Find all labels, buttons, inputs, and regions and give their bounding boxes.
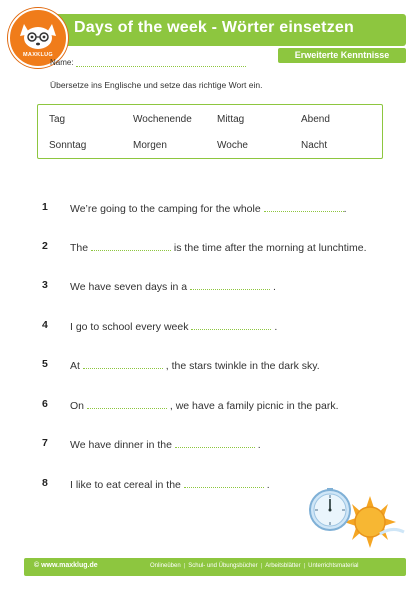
answer-blank[interactable] <box>83 358 163 369</box>
question-text-after: , we have a family picnic in the park. <box>166 400 339 412</box>
question-text-after: is the time after the morning at lunchtime. <box>171 242 367 254</box>
word-bank-item: Mittag <box>217 114 245 125</box>
footer-separator: | <box>260 563 263 569</box>
footer-separator: | <box>183 563 186 569</box>
question-text-after: , the stars twinkle in the dark sky. <box>162 360 320 372</box>
question-number: 7 <box>42 437 48 449</box>
word-bank-item: Wochenende <box>133 114 192 125</box>
question-sentence <box>70 319 277 333</box>
question-text-after: . <box>271 321 278 333</box>
footer-links <box>150 563 359 569</box>
footer-link[interactable]: Schul- und Übungsbücher <box>188 563 258 569</box>
question-sentence <box>70 398 339 412</box>
question-sentence <box>70 201 347 215</box>
question-number: 2 <box>42 240 48 252</box>
clock-sun-illustration <box>300 488 406 550</box>
logo-text: MAXKLUG <box>23 52 53 58</box>
question-text-before: I like to eat cereal in the <box>70 479 184 491</box>
answer-blank[interactable] <box>264 201 344 212</box>
level-badge: Erweiterte Kenntnisse <box>278 48 406 63</box>
question-number: 1 <box>42 201 48 213</box>
word-bank-item: Nacht <box>301 140 328 151</box>
word-bank-item: Morgen <box>133 140 167 151</box>
footer-link[interactable]: Arbeitsblätter <box>265 563 301 569</box>
instruction-text: Übersetze ins Englische und setze das richtige Wort ein. <box>50 80 263 90</box>
question-text-after: . <box>270 281 276 293</box>
question-text-after: . <box>254 439 261 451</box>
worksheet-title: Days of the week - Wörter einsetzen <box>74 19 354 36</box>
answer-blank[interactable] <box>91 240 171 251</box>
word-bank-item: Tag <box>49 114 66 125</box>
question-text-before: On <box>70 400 87 412</box>
question-sentence <box>70 358 320 372</box>
question-sentence <box>70 240 367 254</box>
question-text-before: We’re going to the camping for the whole <box>70 203 264 215</box>
answer-blank[interactable] <box>87 398 167 409</box>
footer-link[interactable]: Unterrichtsmaterial <box>308 563 359 569</box>
footer-site-link[interactable]: © www.maxklug.de <box>34 562 98 569</box>
footer-link[interactable]: Onlineüben <box>150 563 181 569</box>
name-label: Name: <box>50 58 74 67</box>
question-text-before: The <box>70 242 92 254</box>
question-number: 4 <box>42 319 48 331</box>
answer-blank[interactable] <box>190 279 270 290</box>
question-number: 5 <box>42 358 48 370</box>
sun-icon <box>344 496 404 548</box>
question-number: 8 <box>42 477 48 489</box>
question-sentence <box>70 437 261 451</box>
word-bank-item: Woche <box>217 140 248 151</box>
question-number: 3 <box>42 279 48 291</box>
question-text-after: . <box>263 479 270 491</box>
name-field[interactable] <box>76 66 246 67</box>
answer-blank[interactable] <box>184 477 264 488</box>
answer-blank[interactable] <box>175 437 255 448</box>
footer-separator: | <box>303 563 306 569</box>
question-text-before: We have dinner in the <box>70 439 175 451</box>
question-sentence <box>70 279 276 293</box>
question-sentence <box>70 477 270 491</box>
question-number: 6 <box>42 398 48 410</box>
question-text-after: . <box>343 203 347 215</box>
clock-icon <box>310 488 350 530</box>
word-bank-item: Abend <box>301 114 330 125</box>
word-bank-item: Sonntag <box>49 140 87 151</box>
question-text-before: I go to school every week <box>70 321 192 333</box>
question-text-before: We have seven days in a <box>70 281 191 293</box>
question-text-before: At <box>70 360 83 372</box>
answer-blank[interactable] <box>191 319 271 330</box>
word-bank <box>37 104 383 159</box>
